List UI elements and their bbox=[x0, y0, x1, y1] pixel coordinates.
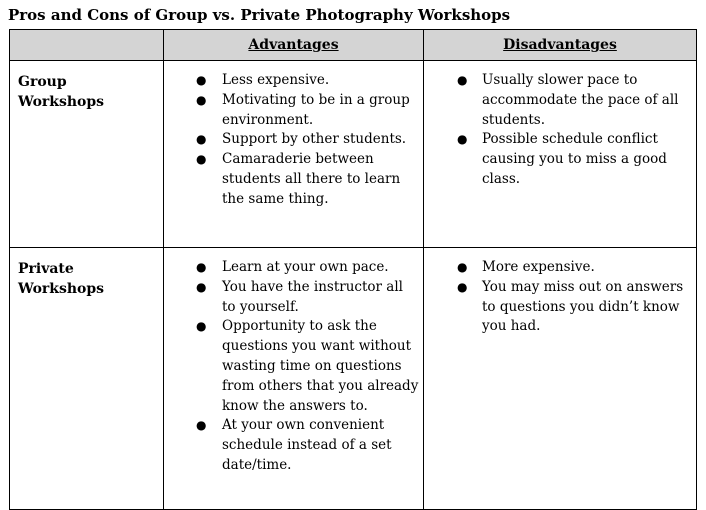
list-item bbox=[164, 278, 423, 318]
list-item-text: Less expensive. bbox=[222, 72, 330, 88]
bullet-icon: ● bbox=[196, 279, 207, 294]
list-item-text: Possible schedule conflict causing you to miss a good class. bbox=[482, 131, 667, 187]
private-advantages-cell bbox=[164, 248, 424, 510]
group-advantages-list bbox=[164, 61, 423, 210]
list-item-text: More expensive. bbox=[482, 259, 595, 275]
header-disadvantages-label: Disadvantages bbox=[503, 37, 617, 53]
bullet-icon: ● bbox=[196, 152, 207, 167]
list-item bbox=[164, 317, 423, 416]
header-advantages-label: Advantages bbox=[248, 37, 339, 53]
list-item-text: Camaraderie between students all there to learn the same thing. bbox=[222, 151, 401, 207]
bullet-icon: ● bbox=[196, 260, 207, 274]
list-item bbox=[164, 91, 423, 131]
bullet-icon: ● bbox=[457, 132, 468, 147]
bullet-icon: ● bbox=[196, 319, 207, 334]
bullet-icon: ● bbox=[196, 132, 207, 147]
list-item bbox=[164, 416, 423, 475]
list-item-text: You have the instructor all to yourself. bbox=[222, 278, 403, 315]
row-label-line: Workshops bbox=[18, 94, 105, 110]
list-item bbox=[424, 71, 696, 130]
header-corner-cell bbox=[10, 30, 164, 61]
list-item bbox=[424, 278, 696, 337]
row-label-line: Group bbox=[18, 74, 67, 90]
row-label-line: Workshops bbox=[18, 281, 105, 297]
row-label-private bbox=[10, 248, 164, 510]
group-disadvantages-list bbox=[424, 61, 696, 190]
list-item-text: You may miss out on answers to questions you didn’t know you had. bbox=[482, 278, 684, 335]
bullet-icon: ● bbox=[457, 279, 468, 294]
list-item bbox=[164, 130, 423, 150]
bullet-icon: ● bbox=[196, 92, 207, 107]
group-disadvantages-cell bbox=[424, 61, 697, 248]
list-item bbox=[164, 71, 423, 91]
list-item bbox=[164, 258, 423, 278]
group-advantages-cell bbox=[164, 61, 424, 248]
bullet-icon: ● bbox=[196, 418, 207, 433]
bullet-icon: ● bbox=[457, 260, 468, 274]
bullet-icon: ● bbox=[196, 73, 207, 87]
table-row-group-workshops bbox=[10, 61, 697, 248]
comparison-table bbox=[9, 29, 697, 510]
list-item-text: Motivating to be in a group environment. bbox=[222, 91, 410, 128]
list-item bbox=[164, 150, 423, 209]
bullet-icon: ● bbox=[457, 73, 468, 87]
row-label-line: Private bbox=[18, 261, 74, 277]
table-row-private-workshops bbox=[10, 248, 697, 510]
header-advantages bbox=[164, 30, 424, 61]
list-item-text: Opportunity to ask the questions you want without wasting time on questions from others that you already know the answers to. bbox=[222, 318, 419, 414]
list-item-text: At your own convenient schedule instead of a set date/time. bbox=[222, 417, 392, 473]
row-label-group bbox=[10, 61, 164, 248]
list-item bbox=[424, 130, 696, 189]
header-disadvantages bbox=[424, 30, 697, 61]
private-disadvantages-list bbox=[424, 248, 696, 337]
list-item-text: Support by other students. bbox=[222, 131, 407, 148]
table-header-row bbox=[10, 30, 697, 61]
list-item-text: Learn at your own pace. bbox=[222, 259, 389, 275]
private-disadvantages-cell bbox=[424, 248, 697, 510]
private-advantages-list bbox=[164, 248, 423, 476]
list-item bbox=[424, 258, 696, 278]
document-title: Pros and Cons of Group vs. Private Photography Workshops bbox=[8, 6, 511, 24]
list-item-text: Usually slower pace to accommodate the pace of all students. bbox=[482, 72, 679, 128]
